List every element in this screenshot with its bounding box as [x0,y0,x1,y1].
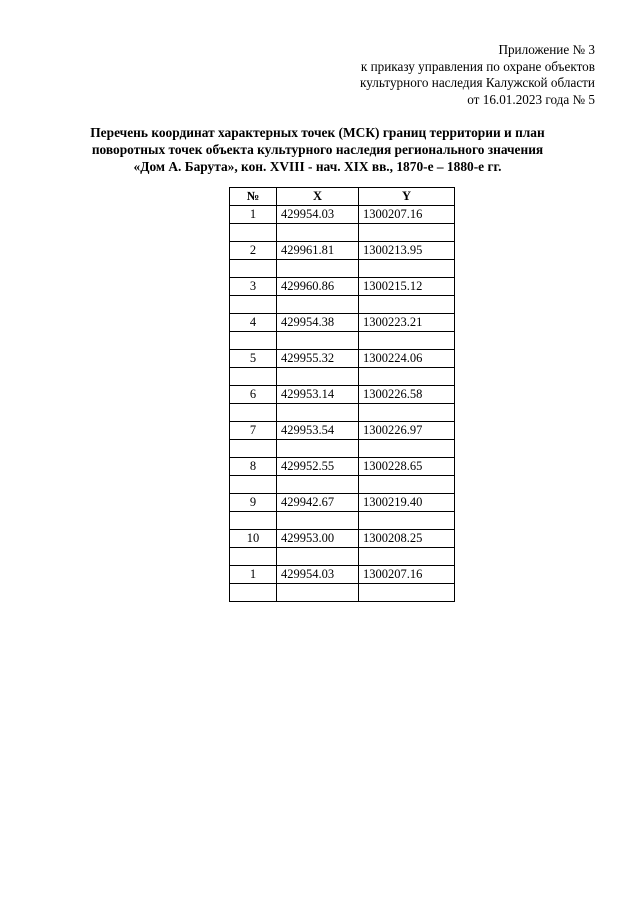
cell-x: 429953.14 [277,386,359,404]
table-row [230,314,455,332]
spacer-cell [277,224,359,242]
table-row [230,422,455,440]
spacer-cell [277,296,359,314]
cell-x: 429954.03 [277,566,359,584]
table-spacer-row [230,476,455,494]
spacer-cell [359,548,455,566]
cell-y: 1300208.25 [359,530,455,548]
table-spacer-row [230,224,455,242]
annex-header [360,42,595,108]
table-spacer-row [230,368,455,386]
cell-num: 2 [230,242,277,260]
cell-num: 7 [230,422,277,440]
spacer-cell [359,224,455,242]
table-row [230,242,455,260]
spacer-cell [277,440,359,458]
cell-x: 429960.86 [277,278,359,296]
spacer-cell [230,584,277,602]
spacer-cell [230,404,277,422]
spacer-cell [359,260,455,278]
cell-num: 5 [230,350,277,368]
table-spacer-row [230,296,455,314]
header-number: № [230,188,277,206]
annex-number: Приложение № 3 [498,42,595,57]
cell-x: 429955.32 [277,350,359,368]
annex-date: от 16.01.2023 года № 5 [467,91,595,107]
title-line-3: «Дом А. Барута», кон. XVIII - нач. XIX вв., 1870-е – 1880-е гг. [133,159,502,174]
table-row [230,494,455,512]
table-row [230,278,455,296]
document-title [40,124,595,175]
spacer-cell [230,512,277,530]
header-y: Y [359,188,455,206]
spacer-cell [277,368,359,386]
title-line-2: поворотных точек объекта культурного наследия регионального значения [91,142,544,157]
cell-x: 429953.54 [277,422,359,440]
cell-x: 429952.55 [277,458,359,476]
spacer-cell [277,476,359,494]
spacer-cell [359,332,455,350]
spacer-cell [359,404,455,422]
cell-x: 429954.03 [277,206,359,224]
cell-num: 1 [230,206,277,224]
spacer-cell [230,368,277,386]
table-spacer-row [230,332,455,350]
cell-y: 1300207.16 [359,566,455,584]
table-header-row [230,188,455,206]
table-row [230,350,455,368]
spacer-cell [359,368,455,386]
spacer-cell [230,260,277,278]
cell-y: 1300228.65 [359,458,455,476]
table-body [230,206,455,602]
title-line-1: Перечень координат характерных точек (МСК) границ территории и план [90,125,545,140]
cell-y: 1300213.95 [359,242,455,260]
cell-num: 9 [230,494,277,512]
cell-x: 429954.38 [277,314,359,332]
annex-order-ref: к приказу управления по охране объектов [360,58,595,74]
table-row [230,386,455,404]
table-spacer-row [230,512,455,530]
spacer-cell [230,476,277,494]
spacer-cell [359,476,455,494]
cell-y: 1300215.12 [359,278,455,296]
spacer-cell [230,440,277,458]
table-row [230,458,455,476]
spacer-cell [230,332,277,350]
spacer-cell [277,584,359,602]
spacer-cell [359,440,455,458]
table-spacer-row [230,584,455,602]
table-row [230,206,455,224]
spacer-cell [277,512,359,530]
table-row [230,566,455,584]
cell-num: 3 [230,278,277,296]
cell-x: 429953.00 [277,530,359,548]
cell-num: 6 [230,386,277,404]
cell-y: 1300224.06 [359,350,455,368]
spacer-cell [230,224,277,242]
spacer-cell [277,332,359,350]
table-spacer-row [230,260,455,278]
spacer-cell [359,512,455,530]
cell-y: 1300226.97 [359,422,455,440]
table-row [230,530,455,548]
spacer-cell [359,296,455,314]
cell-y: 1300219.40 [359,494,455,512]
annex-authority: культурного наследия Калужской области [360,75,595,90]
cell-x: 429942.67 [277,494,359,512]
cell-y: 1300207.16 [359,206,455,224]
spacer-cell [230,296,277,314]
cell-x: 429961.81 [277,242,359,260]
cell-y: 1300226.58 [359,386,455,404]
table-spacer-row [230,404,455,422]
coordinates-table [229,187,455,602]
spacer-cell [230,548,277,566]
spacer-cell [359,584,455,602]
table-spacer-row [230,548,455,566]
cell-num: 8 [230,458,277,476]
spacer-cell [277,260,359,278]
cell-num: 4 [230,314,277,332]
cell-y: 1300223.21 [359,314,455,332]
spacer-cell [277,548,359,566]
table-spacer-row [230,440,455,458]
cell-num: 1 [230,566,277,584]
spacer-cell [277,404,359,422]
header-x: X [277,188,359,206]
cell-num: 10 [230,530,277,548]
